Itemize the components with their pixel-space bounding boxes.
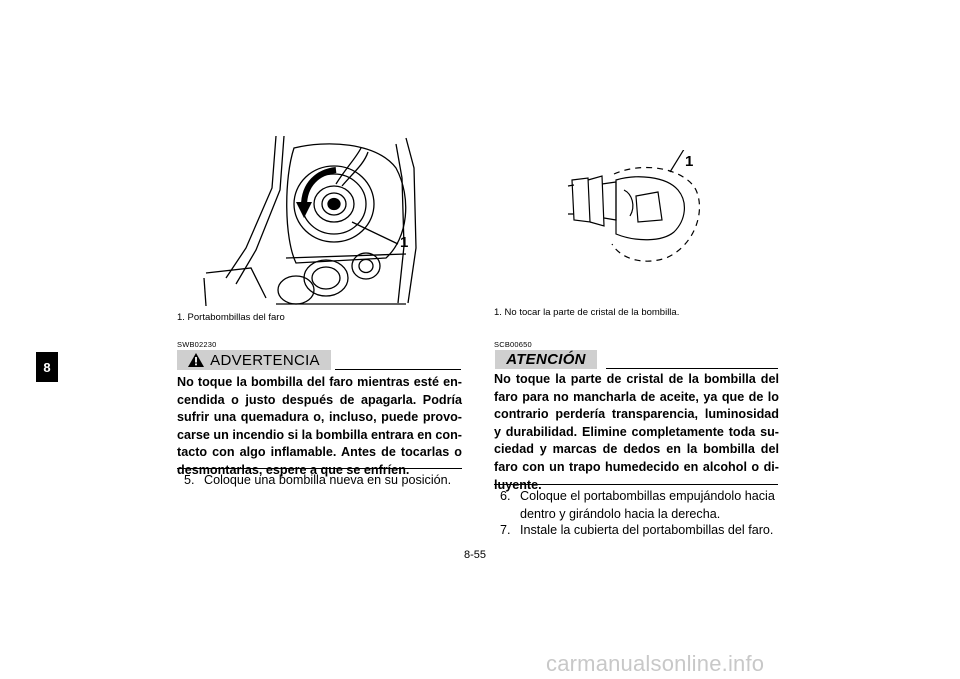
warning-banner-label: ADVERTENCIA xyxy=(210,351,320,369)
left-figure-callout: 1 xyxy=(400,234,409,251)
right-notice-code: SCB00650 xyxy=(494,340,532,349)
step-6-number: 6. xyxy=(500,489,511,503)
right-figure-caption: 1. No tocar la parte de cristal de la bombilla. xyxy=(494,307,680,318)
right-figure-callout: 1 xyxy=(685,153,694,170)
step-5 xyxy=(184,472,464,490)
page-number: 8-55 xyxy=(464,549,487,561)
warning-text: No toque la bombilla del faro mientras esté en-cendida o justo después de apagarla. Podría sufrir una quemadura o, incluso, puede provo-carse un incendio si la bombilla entrara en con-tacto con algo inflamable. Antes de tocarlas o desmontarlas, espere a que se enfríen. xyxy=(177,375,462,477)
warning-banner xyxy=(177,350,331,370)
step-6-text-continued: dentro y girándolo hacia la derecha. xyxy=(520,506,721,521)
step-7-number: 7. xyxy=(500,523,511,537)
headlight-bulb-holder-figure xyxy=(176,128,466,308)
warning-bottom-rule xyxy=(177,468,462,469)
attention-top-rule xyxy=(606,368,778,369)
chapter-tab: 8 xyxy=(36,352,58,382)
attention-bottom-rule xyxy=(494,484,778,485)
step-6 xyxy=(500,488,785,523)
warning-triangle-icon xyxy=(188,353,204,367)
watermark-link[interactable]: carmanualsonline.info xyxy=(546,651,765,676)
step-6-text: Coloque el portabombillas empujándolo hacia xyxy=(520,489,775,503)
warning-top-rule xyxy=(335,369,461,370)
step-7 xyxy=(500,522,785,540)
attention-text: No toque la parte de cristal de la bombilla del faro para no mancharla de aceite, ya que de lo contrario perdería transparencia, luminosidad y durabilidad. Elimine completamente toda su-ciedad y marcas de dedos en la bombilla del faro con un trapo humedecido en alcohol o di-luyente. xyxy=(494,372,779,492)
attention-banner: ATENCIÓN xyxy=(495,350,597,369)
step-7-text: Instale la cubierta del portabombillas del faro. xyxy=(520,523,774,537)
step-5-text: Coloque una bombilla nueva en su posición. xyxy=(204,473,452,487)
left-figure-caption: 1. Portabombillas del faro xyxy=(177,312,285,323)
halogen-bulb-figure xyxy=(566,150,716,270)
step-5-number: 5. xyxy=(184,473,195,487)
left-warning-code: SWB02230 xyxy=(177,340,217,349)
